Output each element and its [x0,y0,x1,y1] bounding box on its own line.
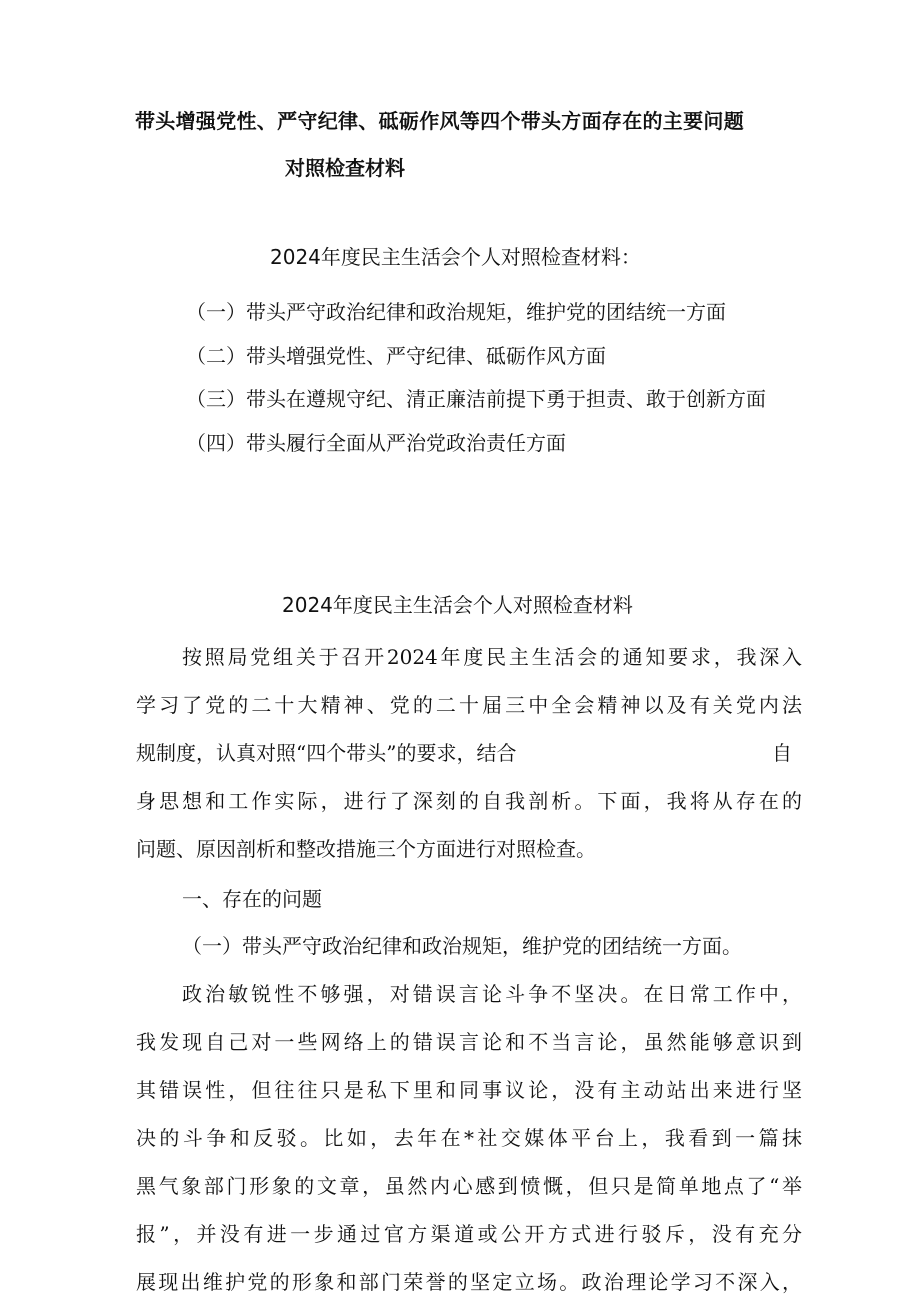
paragraph-fragment: 自 [772,741,792,765]
paragraph-line: 其错误性，但往往只是私下里和同事议论，没有主动站出来进行坚 [136,1078,802,1102]
paragraph-line: 展现出维护党的形象和部门荣誉的坚定立场。政治理论学习不深入， [136,1270,802,1294]
paragraph-line: 学习了党的二十大精神、党的二十届三中全会精神以及有关党内法 [136,693,802,717]
toc-item-4: （四）带头履行全面从严治党政治责任方面 [186,431,566,455]
section-title: 一、存在的问题 [182,887,322,911]
toc-item-3: （三）带头在遵规守纪、清正廉洁前提下勇于担责、敢于创新方面 [186,387,766,411]
subsection-title: （一）带头严守政治纪律和政治规矩，维护党的团结统一方面。 [182,934,742,958]
section-heading: 2024年度民主生活会个人对照检查材料 [282,593,633,617]
toc-heading: 2024年度民主生活会个人对照检查材料： [270,245,641,269]
paragraph-line: 我发现自己对一些网络上的错误言论和不当言论，虽然能够意识到 [136,1030,802,1054]
paragraph-line: 身思想和工作实际，进行了深刻的自我剖析。下面，我将从存在的 [136,789,802,813]
paragraph-line: 规制度，认真对照“四个带头”的要求，结合 [136,741,517,765]
paragraph-line: 报”，并没有进一步通过官方渠道或公开方式进行驳斥，没有充分 [136,1222,802,1246]
document-title: 带头增强党性、严守纪律、砥砺作风等四个带头方面存在的主要问题 [135,109,744,133]
paragraph-line: 决的斗争和反驳。比如，去年在*社交媒体平台上，我看到一篇抹 [136,1126,802,1150]
toc-item-1: （一）带头严守政治纪律和政治规矩，维护党的团结统一方面 [186,300,726,324]
paragraph-line: 黑气象部门形象的文章，虽然内心感到愤慨，但只是简单地点了“举 [136,1174,802,1198]
paragraph-line: 按照局党组关于召开2024年度民主生活会的通知要求，我深入 [182,645,802,669]
document-subtitle: 对照检查材料 [285,156,405,180]
paragraph-line: 问题、原因剖析和整改措施三个方面进行对照检查。 [136,837,596,861]
toc-item-2: （二）带头增强党性、严守纪律、砥砺作风方面 [186,344,606,368]
paragraph-line: 政治敏锐性不够强，对错误言论斗争不坚决。在日常工作中， [182,982,802,1006]
